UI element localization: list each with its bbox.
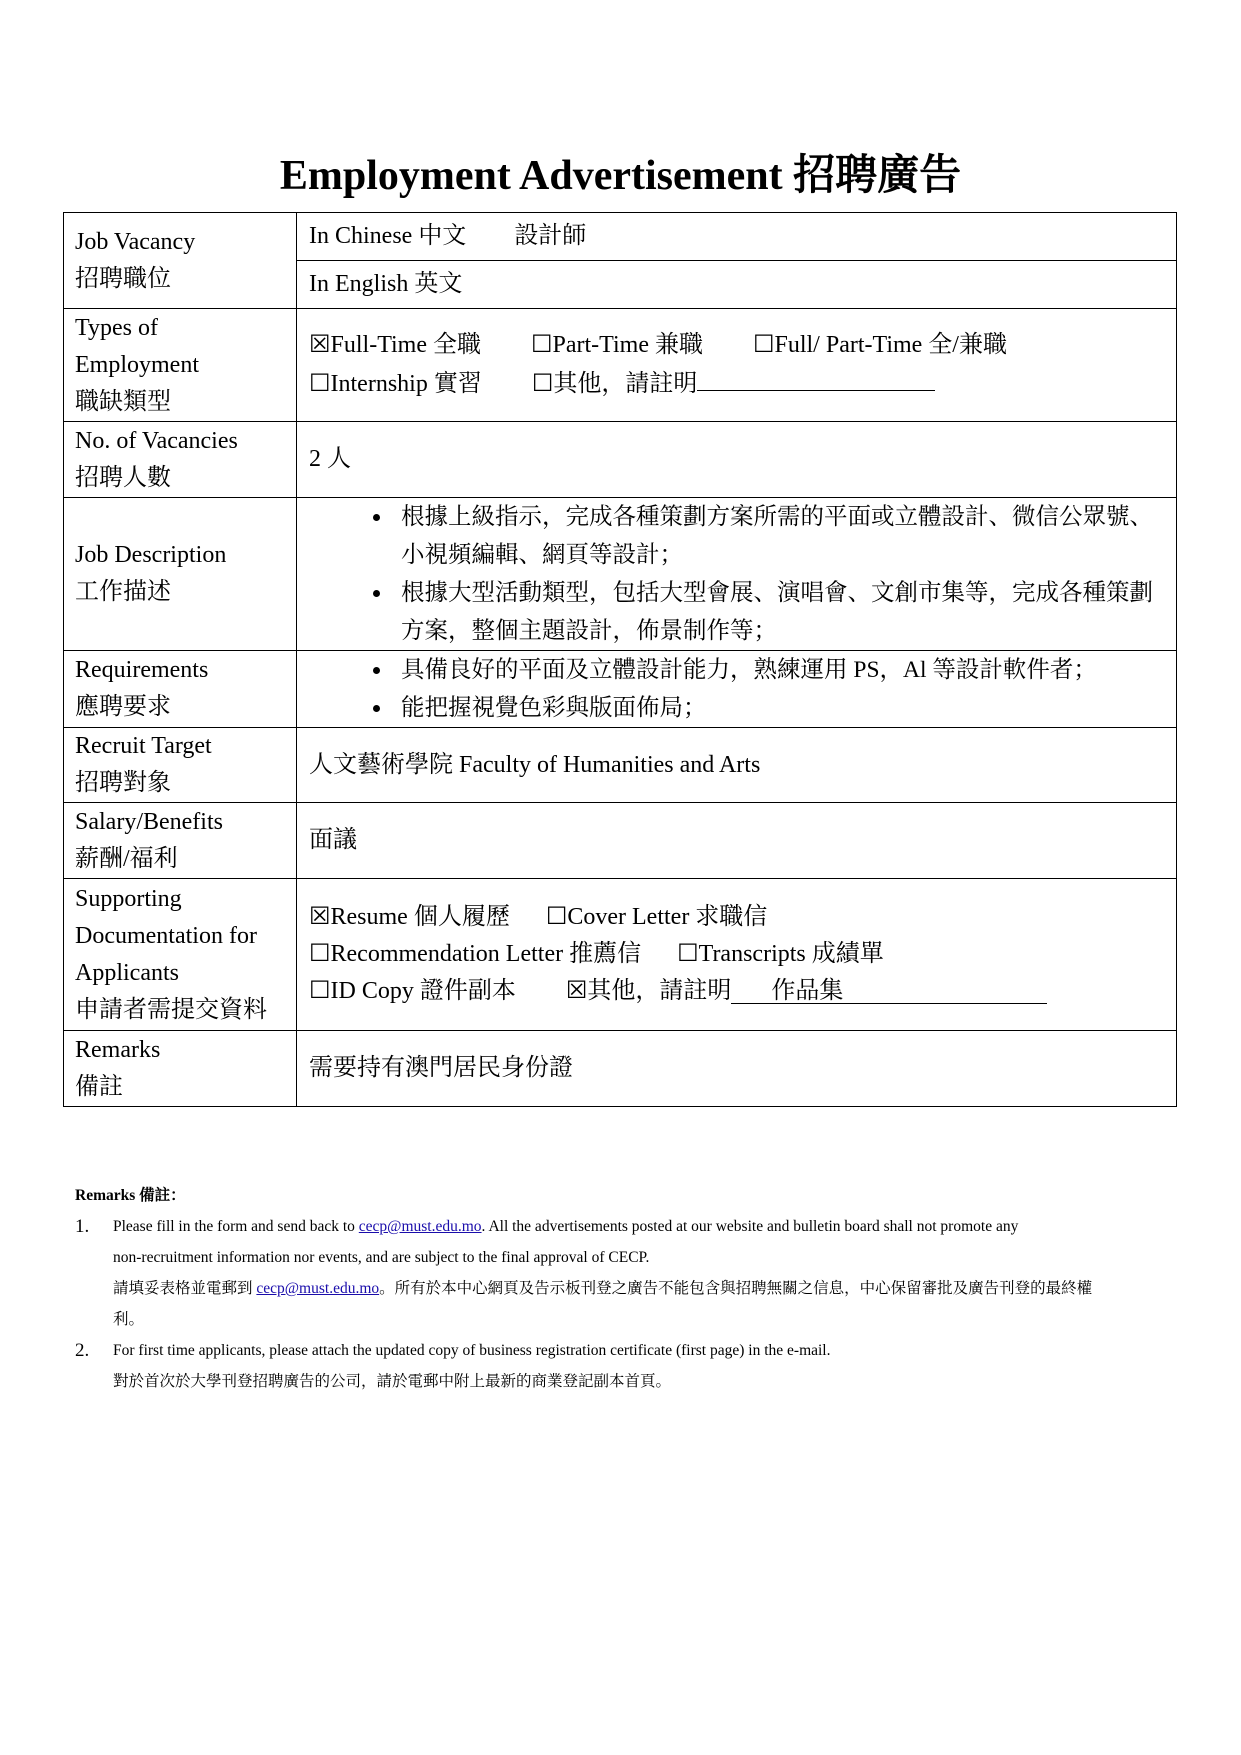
salary-label-en: Salary/Benefits bbox=[75, 808, 223, 835]
employment-types-row bbox=[64, 309, 1177, 422]
part-time-checkbox[interactable]: ☐Part-Time 兼職 bbox=[531, 332, 703, 358]
internship-checkbox[interactable]: ☐Internship 實習 bbox=[309, 371, 482, 397]
footer-item-1-number: 1. bbox=[75, 1216, 90, 1237]
email-link[interactable]: cecp@must.edu.mo bbox=[358, 1218, 482, 1235]
job-vacancy-label-zh: 招聘職位 bbox=[75, 265, 171, 292]
requirements-list bbox=[309, 651, 1164, 727]
documents-label-en-2: Documentation for bbox=[75, 922, 257, 949]
other-document-checkbox[interactable]: ☒其他，請註明 bbox=[565, 978, 732, 1004]
footer-item-1-text-a: Please fill in the form and send back to bbox=[113, 1218, 359, 1235]
salary-label bbox=[64, 803, 297, 879]
requirements-content[interactable] bbox=[297, 651, 1177, 728]
footer-item-2-text: For first time applicants, please attach the updated copy of business registration certificate (first page) in the e-mail. bbox=[113, 1342, 831, 1359]
requirements-label-zh: 應聘要求 bbox=[75, 694, 171, 720]
other-type-checkbox[interactable]: ☐其他，請註明 bbox=[531, 371, 698, 397]
full-time-checkbox[interactable]: ☒Full-Time 全職 bbox=[309, 332, 481, 358]
remarks-label-zh: 備註 bbox=[75, 1073, 123, 1100]
advertisement-form-table bbox=[63, 212, 1177, 1107]
footer-item-2-zh: 對於首次於大學刊登招聘廣告的公司，請於電郵中附上最新的商業登記副本首頁。 bbox=[113, 1373, 672, 1390]
page-title: Employment Advertisement 招聘廣告 bbox=[279, 153, 962, 199]
job-description-label-zh: 工作描述 bbox=[75, 579, 171, 605]
footer-item-2-number: 2. bbox=[75, 1340, 90, 1361]
documents-options bbox=[297, 879, 1177, 1031]
footer-item-2 bbox=[75, 1335, 1175, 1397]
english-label: In English 英文 bbox=[309, 271, 463, 297]
documents-label bbox=[64, 879, 297, 1031]
other-document-value: 作品集 bbox=[771, 978, 844, 1004]
employment-types-label-en-2: Employment bbox=[75, 351, 199, 378]
employment-types-options bbox=[297, 309, 1177, 422]
chinese-label: In Chinese 中文 bbox=[309, 223, 467, 249]
documents-label-en-3: Applicants bbox=[75, 959, 179, 986]
footer-item-1 bbox=[75, 1211, 1175, 1335]
employment-types-label-zh: 職缺類型 bbox=[75, 388, 171, 415]
chinese-title-value: 設計師 bbox=[514, 223, 587, 249]
id-copy-checkbox[interactable]: ☐ID Copy 證件副本 bbox=[309, 978, 516, 1004]
job-description-label bbox=[64, 498, 297, 651]
footer-remarks bbox=[75, 1180, 1175, 1397]
footer-item-1-zh-b: 。所有於本中心網頁及告示板刊登之廣告不能包含與招聘無關之信息，中心保留審批及廣告刊登的最終權 bbox=[379, 1280, 1093, 1297]
salary-label-zh: 薪酬/福利 bbox=[75, 845, 178, 872]
job-vacancy-english-cell[interactable] bbox=[297, 261, 1177, 309]
job-description-row bbox=[64, 498, 1177, 651]
job-description-list bbox=[309, 498, 1164, 650]
resume-checkbox[interactable]: ☒Resume 個人履歷 bbox=[309, 904, 510, 930]
vacancies-label-en: No. of Vacancies bbox=[75, 427, 238, 454]
remarks-value[interactable]: 需要持有澳門居民身份證 bbox=[297, 1031, 1177, 1107]
full-part-time-checkbox[interactable]: ☐Full/ Part-Time 全/兼職 bbox=[752, 332, 1007, 358]
recruit-target-label-en: Recruit Target bbox=[75, 733, 212, 759]
job-description-label-en: Job Description bbox=[75, 542, 227, 568]
employment-types-label-en-1: Types of bbox=[75, 314, 158, 341]
job-vacancy-chinese-cell[interactable] bbox=[297, 213, 1177, 261]
job-description-item: • 根據大型活動類型，包括大型會展、演唱會、文創市集等，完成各種策劃方案，整個主題設計，佈景制作等； bbox=[393, 574, 1164, 650]
email-link-zh[interactable]: cecp@must.edu.mo bbox=[256, 1280, 380, 1297]
job-description-item: • 根據上級指示，完成各種策劃方案所需的平面或立體設計、微信公眾號、小視頻編輯、網頁等設計； bbox=[393, 498, 1164, 574]
vacancies-label bbox=[64, 422, 297, 498]
employment-types-label bbox=[64, 309, 297, 422]
vacancies-value[interactable]: 2 人 bbox=[297, 422, 1177, 498]
vacancies-row bbox=[64, 422, 1177, 498]
footer-item-1-zh-a: 請填妥表格並電郵到 bbox=[113, 1280, 257, 1297]
requirement-item: • 能把握視覺色彩與版面佈局； bbox=[393, 689, 1164, 727]
job-vacancy-label bbox=[64, 213, 297, 309]
recommendation-checkbox[interactable]: ☐Recommendation Letter 推薦信 bbox=[309, 941, 642, 967]
remarks-row bbox=[64, 1031, 1177, 1107]
job-vacancy-label-en: Job Vacancy bbox=[75, 228, 196, 255]
remarks-label bbox=[64, 1031, 297, 1107]
footer-item-1-text-b: . All the advertisements posted at our website and bulletin board shall not promote any bbox=[481, 1218, 1019, 1235]
other-type-field[interactable] bbox=[697, 364, 935, 391]
other-document-field[interactable] bbox=[731, 973, 1047, 1004]
recruit-target-label-zh: 招聘對象 bbox=[75, 770, 171, 796]
salary-row bbox=[64, 803, 1177, 879]
requirements-row bbox=[64, 651, 1177, 728]
documents-label-en-1: Supporting bbox=[75, 885, 182, 912]
requirements-label-en: Requirements bbox=[75, 657, 209, 683]
requirements-label bbox=[64, 651, 297, 728]
job-vacancy-row-chinese bbox=[64, 213, 1177, 261]
recruit-target-value[interactable]: 人文藝術學院 Faculty of Humanities and Arts bbox=[297, 728, 1177, 803]
requirement-item: • 具備良好的平面及立體設計能力，熟練運用 PS，Al 等設計軟件者； bbox=[393, 651, 1164, 689]
recruit-target-row bbox=[64, 728, 1177, 803]
footer-item-1-text-c: non-recruitment information nor events, and are subject to the final approval of CECP. bbox=[113, 1249, 650, 1266]
transcripts-checkbox[interactable]: ☐Transcripts 成績單 bbox=[677, 941, 884, 967]
cover-letter-checkbox[interactable]: ☐Cover Letter 求職信 bbox=[545, 904, 768, 930]
footer-item-1-zh-c: 利。 bbox=[113, 1311, 145, 1328]
vacancies-label-zh: 招聘人數 bbox=[75, 464, 171, 491]
salary-value[interactable]: 面議 bbox=[297, 803, 1177, 879]
documents-row bbox=[64, 879, 1177, 1031]
remarks-label-en: Remarks bbox=[75, 1036, 161, 1063]
recruit-target-label bbox=[64, 728, 297, 803]
footer-heading: Remarks 備註： bbox=[75, 1187, 186, 1204]
documents-label-zh: 申請者需提交資料 bbox=[75, 996, 267, 1023]
job-description-content[interactable] bbox=[297, 498, 1177, 651]
